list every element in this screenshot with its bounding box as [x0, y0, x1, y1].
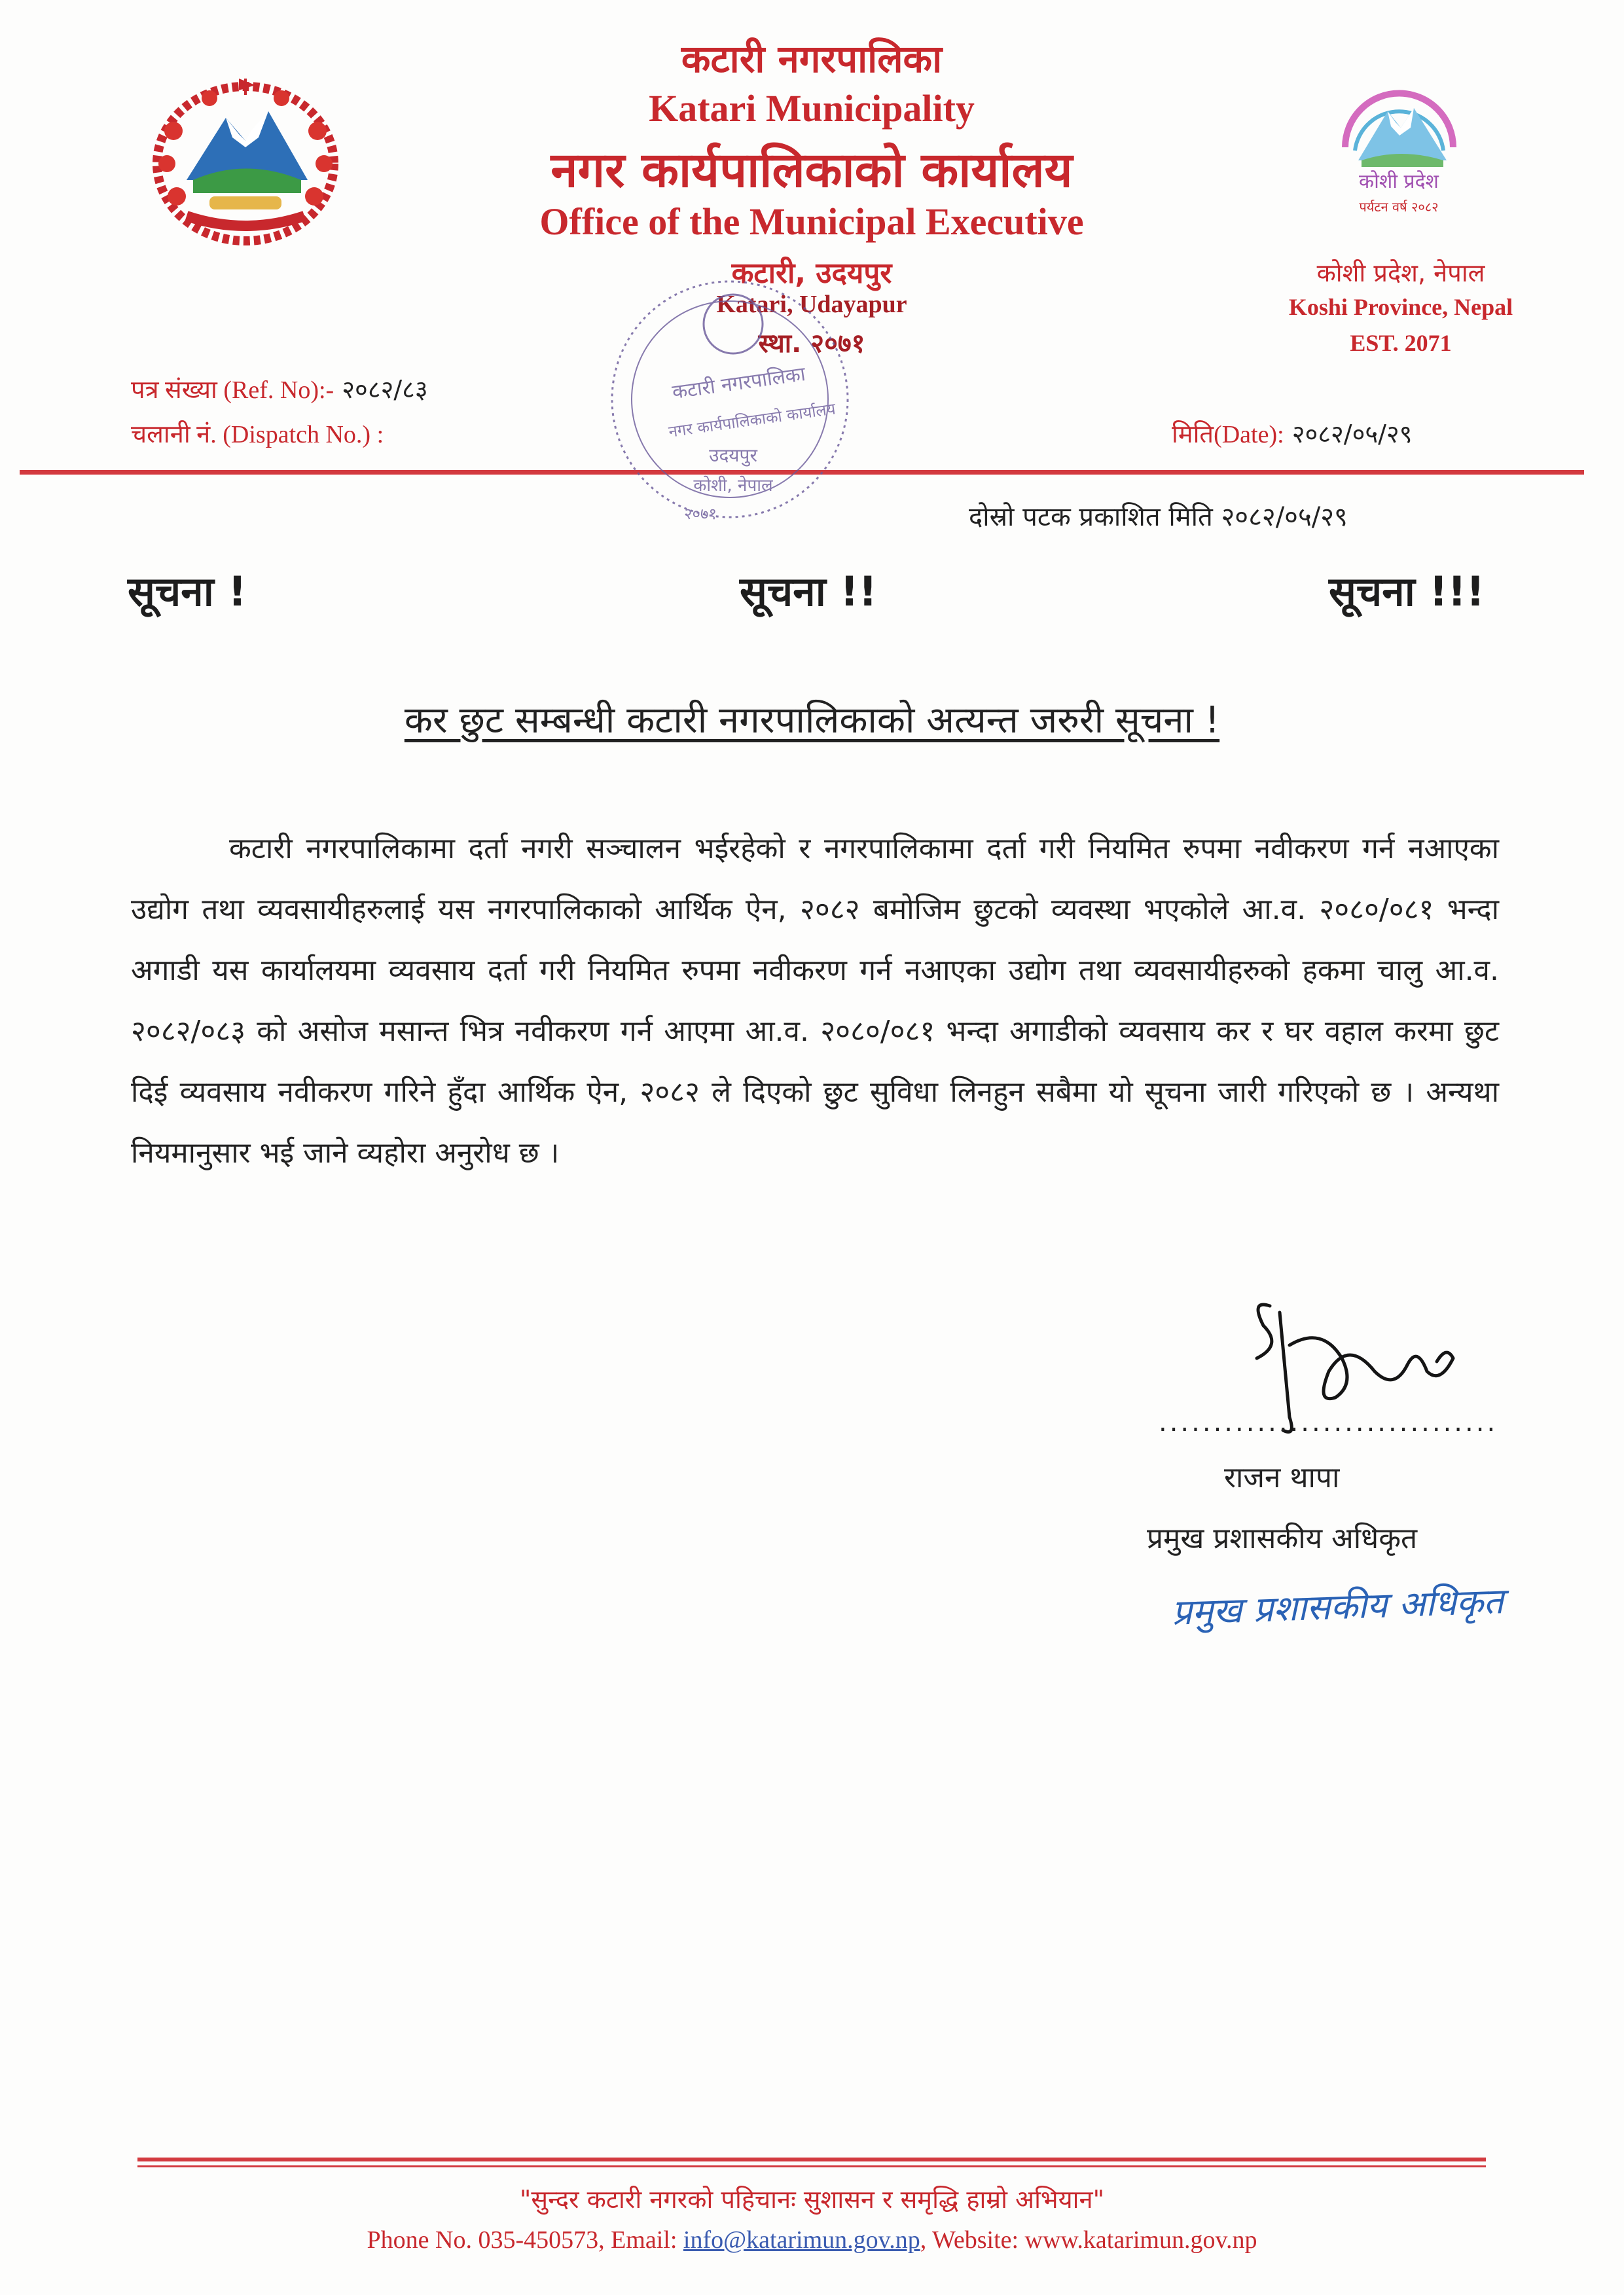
- notice-subject: कर छुट सम्बन्धी कटारी नगरपालिकाको अत्यन्त जरुरी सूचना !: [404, 699, 1220, 742]
- nepal-emblem-icon: [147, 72, 344, 249]
- notice-heading-1: सूचना !: [128, 568, 247, 615]
- signature-line: ...............................: [1159, 1407, 1498, 1437]
- svg-text:२०७१: २०७१: [684, 505, 717, 523]
- svg-text:पर्यटन वर्ष २०८२: पर्यटन वर्ष २०८२: [1359, 199, 1439, 215]
- municipality-name-np: कटारी नगरपालिका: [681, 37, 943, 81]
- footer-contact: [0, 2226, 1624, 2254]
- notice-heading-2: सूचना !!: [740, 568, 877, 615]
- footer-slogan: "सुन्दर कटारी नगरको पहिचानः सुशासन र समृद्धि हाम्रो अभियान": [519, 2185, 1105, 2214]
- designation-stamp: प्रमुख प्रशासकीय अधिकृत: [1171, 1580, 1504, 1633]
- letter-date: [1172, 416, 1412, 450]
- dispatch-label: चलानी नं. (Dispatch No.) :: [131, 421, 384, 448]
- signatory-title: प्रमुख प्रशासकीय अधिकृत: [1147, 1522, 1418, 1555]
- province-established: EST. 2071: [1350, 330, 1452, 356]
- office-name-np: नगर कार्यपालिकाको कार्यालय: [550, 142, 1073, 198]
- address-en: Katari, Udayapur: [716, 291, 907, 318]
- municipality-name-en: Katari Municipality: [649, 87, 975, 130]
- date-label: मिति(Date):: [1172, 421, 1284, 448]
- svg-text:कोशी प्रदेश: कोशी प्रदेश: [1359, 170, 1439, 193]
- reference-label: पत्र संख्या (Ref. No):-: [131, 376, 334, 404]
- signatory-name: राजन थापा: [1224, 1461, 1340, 1494]
- notice-body: कटारी नगरपालिकामा दर्ता नगरी सञ्चालन भईरहेको र नगरपालिकामा दर्ता गरी नियमित रुपमा नवीकरण गर्न नआएका उद्योग तथा व्यवसायीहरुलाई यस नगरपालिकाको आर्थिक ऐन, २०८२ बमोजिम छुटको व्यवस्था भएकोले आ.व. २०८०/०८१ भन्दा अगाडी यस कार्यालयमा व्यवसाय दर्ता गरी नियमित रुपमा नवीकरण गर्न नआएका उद्योग तथा व्यवसायीहरुको हकमा चालु आ.व. २०८२/०८३ को असोज मसान्त भित्र नवीकरण गर्न आएमा आ.व. २०८०/०८१ भन्दा अगाडीको व्यवसाय कर र घर वहाल करमा छुट दिई व्यवसाय नवीकरण गरिने हुँदा आर्थिक ऐन, २०८२ ले दिएको छुट सुविधा लिनहुन सबैमा यो सूचना जारी गरिएको छ । अन्यथा नियमानुसार भई जाने व्यहोरा अनुरोध छ ।: [131, 832, 1499, 1170]
- footer-email-link[interactable]: info@katarimun.gov.np: [683, 2226, 920, 2254]
- date-value: २०८२/०५/२९: [1291, 420, 1413, 448]
- svg-text:कोशी, नेपाल: कोशी, नेपाल: [693, 476, 773, 496]
- svg-text:कटारी नगरपालिका: कटारी नगरपालिका: [670, 362, 807, 405]
- address-np: कटारी, उदयपुर: [731, 257, 892, 290]
- koshi-province-logo-icon: [1322, 75, 1476, 226]
- province-name-np: कोशी प्रदेश, नेपाल: [1316, 259, 1485, 287]
- office-seal-stamp: [602, 265, 857, 533]
- footer-phone: Phone No. 035-450573, Email:: [367, 2226, 677, 2254]
- second-publication-date: दोस्रो पटक प्रकाशित मिति २०८२/०५/२९: [969, 502, 1348, 532]
- svg-text:उदयपुर: उदयपुर: [709, 444, 757, 466]
- reference-value: २०८२/८३: [342, 375, 428, 404]
- notice-heading-3: सूचना !!!: [1329, 568, 1485, 615]
- footer-website[interactable]: , Website: www.katarimun.gov.np: [920, 2226, 1257, 2254]
- reference-number: [131, 372, 428, 406]
- svg-text:नगर कार्यपालिकाको कार्यालय: नगर कार्यपालिकाको कार्यालय: [667, 399, 837, 441]
- footer-divider-thin: [137, 2165, 1486, 2167]
- province-name-en: Koshi Province, Nepal: [1288, 294, 1513, 320]
- established-np: स्था. २०७१: [758, 329, 865, 359]
- footer-divider: [137, 2158, 1486, 2161]
- dispatch-number: [131, 416, 384, 450]
- office-name-en: Office of the Municipal Executive: [539, 200, 1084, 243]
